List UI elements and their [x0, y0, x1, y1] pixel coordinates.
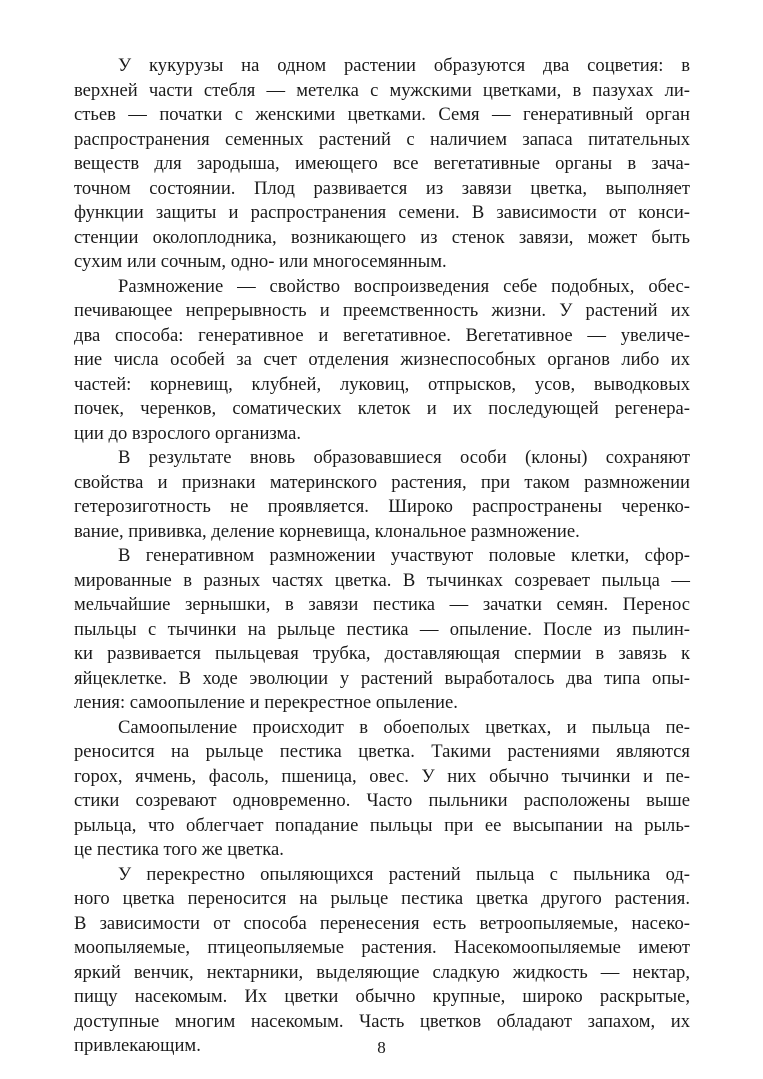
text-line: печивающее непрерывность и преемственность жизни. У растений их: [74, 300, 690, 321]
text-line: веществ для зародыша, имеющего все вегетативные органы в зача-: [74, 153, 690, 174]
text-line: свойства и признаки материнского растения, при таком размножении: [74, 471, 690, 493]
text-line: це пестика того же цветка.: [74, 839, 284, 860]
text-line: стьев — початки с женскими цветками. Семя — генеративный орган: [74, 104, 690, 125]
text-line: У кукурузы на одном растении образуются два соцветия: в: [118, 55, 690, 76]
text-line: В результате вновь образовавшиеся особи (клоны) сохраняют: [118, 447, 690, 468]
text-line: доступные многим насекомым. Часть цветков обладают запахом, их: [74, 1010, 690, 1032]
text-line: функции защиты и распространения семени. В зависимости от конси-: [74, 202, 690, 223]
text-line: частей: корневищ, клубней, луковиц, отпрысков, усов, выводковых: [74, 373, 690, 395]
paragraph: [74, 544, 690, 716]
text-line: яркий венчик, нектарники, выделяющие сладкую жидкость — нектар,: [74, 961, 690, 983]
text-line: ние числа особей за счет отделения жизнеспособных органов либо их: [74, 349, 690, 370]
text-line: точном состоянии. Плод развивается из завязи цветка, выполняет: [74, 177, 690, 199]
paragraph: [74, 446, 690, 544]
text-line: вание, прививка, деление корневища, клональное размножение.: [74, 520, 580, 542]
text-line: мельчайшие зернышки, в завязи пестика — зачатки семян. Перенос: [74, 594, 690, 615]
body-text: [74, 54, 690, 1059]
text-line: мированные в разных частях цветка. В тычинках созревает пыльца —: [74, 569, 690, 591]
text-line: ции до взрослого организма.: [74, 422, 302, 444]
text-line: почек, черенков, соматических клеток и их последующей регенера-: [74, 398, 690, 419]
text-line: ного цветка переносится на рыльце пестика цветка другого растения.: [74, 888, 690, 909]
text-line: пыльцы с тычинки на рыльце пестика — опыление. После из пылин-: [74, 618, 690, 640]
text-line: распространения семенных растений с наличием запаса питательных: [74, 128, 690, 150]
text-line: горох, ячмень, фасоль, пшеница, овес. У них обычно тычинки и пе-: [74, 765, 690, 787]
text-line: гетерозиготность не проявляется. Широко распространены черенко-: [74, 496, 690, 517]
text-line: стики созревают одновременно. Часто пыльники расположены выше: [74, 790, 690, 811]
page-number: 8: [377, 1038, 386, 1057]
paragraph: [74, 716, 690, 863]
text-line: моопыляемые, птицеопыляемые растения. Насекомоопыляемые имеют: [74, 937, 690, 958]
text-line: Размножение — свойство воспроизведения себе подобных, обес-: [118, 275, 690, 297]
text-line: два способа: генеративное и вегетативное. Вегетативное — увеличе-: [74, 324, 690, 346]
paragraph: [74, 54, 690, 275]
text-line: реносится на рыльце пестика цветка. Такими растениями являются: [74, 741, 690, 762]
text-line: ки развивается пыльцевая трубка, доставляющая спермии в завязь к: [74, 643, 690, 664]
text-line: рыльца, что облегчает попадание пыльцы при ее высыпании на рыль-: [74, 814, 690, 836]
text-line: привлекающим.: [74, 1035, 201, 1056]
text-line: У перекрестно опыляющихся растений пыльца с пыльника од-: [118, 863, 690, 885]
paragraph: [74, 863, 690, 1059]
paragraph: [74, 275, 690, 447]
text-line: пищу насекомым. Их цветки обычно крупные, широко раскрытые,: [74, 986, 690, 1007]
text-line: В генеративном размножении участвуют половые клетки, сфор-: [118, 545, 690, 566]
text-line: Самоопыление происходит в обоеполых цветках, и пыльца пе-: [118, 716, 690, 738]
text-line: верхней части стебля — метелка с мужскими цветками, в пазухах ли-: [74, 79, 690, 101]
text-line: сухим или сочным, одно- или многосемянным.: [74, 251, 447, 272]
text-line: стенции околоплодника, возникающего из стенок завязи, может быть: [74, 226, 690, 248]
text-line: яйцеклетке. В ходе эволюции у растений выработалось два типа опы-: [74, 667, 690, 689]
text-line: ления: самоопыление и перекрестное опыление.: [74, 692, 458, 713]
text-line: В зависимости от способа перенесения есть ветроопыляемые, насеко-: [74, 912, 690, 934]
